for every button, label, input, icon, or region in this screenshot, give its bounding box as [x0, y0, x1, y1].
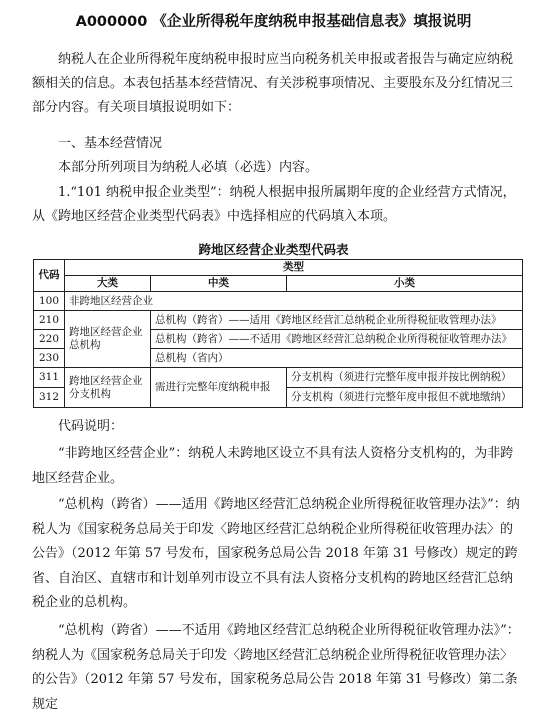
- item1-line1: 1.“101 纳税申报企业类型”：纳税人根据申报所属期年度的企业经营方式情况，: [58, 185, 516, 200]
- code-cell: 220: [34, 330, 65, 349]
- header-code: 代码: [34, 260, 65, 292]
- header-major: 大类: [65, 276, 151, 292]
- enterprise-type-code-table: [33, 259, 523, 408]
- explain-paragraph-3: “总机构（跨省）——不适用《跨地区经营汇总纳税企业所得税征收管理办法》”：纳税人为《国家税务总局关于印发〈跨地区经营汇总纳税企业所得税征收管理办法〉的公告》（2012 年第 57 号发布，国家税务总局公告 2018 年第 31 号修改）第二条规定: [32, 623, 520, 712]
- page-title: A000000 《企业所得税年度纳税申报基础信息表》填报说明: [75, 14, 472, 30]
- middle-cell: 总机构（省内）: [151, 349, 523, 368]
- middle-cell: 总机构（跨省）——不适用《跨地区经营汇总纳税企业所得税征收管理办法》: [151, 330, 523, 349]
- item1-line2: 从《跨地区经营企业类型代码表》中选择相应的代码填入本项。: [32, 209, 397, 224]
- table-title: 跨地区经营企业类型代码表: [198, 242, 349, 257]
- middle-cell: 总机构（跨省）——适用《跨地区经营汇总纳税企业所得税征收管理办法》: [151, 311, 523, 330]
- code-cell: 100: [34, 292, 65, 311]
- section-heading: 一、基本经营情况: [58, 136, 163, 151]
- code-cell: 311: [34, 368, 65, 388]
- major-cell: 跨地区经营企业总机构: [65, 311, 151, 368]
- major-cell: 跨地区经营企业分支机构: [65, 368, 151, 408]
- code-note-label: 代码说明：: [58, 419, 124, 434]
- minor-cell: 分支机构（须进行完整年度申报并按比例纳税）: [287, 368, 523, 388]
- explain-paragraph-1: “非跨地区经营企业”：纳税人未跨地区设立不具有法人资格分支机构的，为非跨地区经营企业。: [32, 446, 514, 486]
- section-note: 本部分所列项目为纳税人必填（必选）内容。: [58, 160, 319, 175]
- code-cell: 312: [34, 388, 65, 408]
- header-minor: 小类: [287, 276, 523, 292]
- code-cell: 210: [34, 311, 65, 330]
- header-middle: 中类: [151, 276, 287, 292]
- explain-paragraph-2: “总机构（跨省）——适用《跨地区经营汇总纳税企业所得税征收管理办法》”：纳税人为《国家税务总局关于印发〈跨地区经营汇总纳税企业所得税征收管理办法〉的公告》（2012 年第 57 号发布，国家税务总局公告 2018 年第 31 号修改）规定的跨省、自治区、直辖市和计划单列市设立不具有法人资格分支机构的跨地区经营汇总纳税企业的总机构。: [32, 497, 520, 610]
- minor-cell: 分支机构（须进行完整年度申报但不就地缴纳）: [287, 388, 523, 408]
- middle-cell: 需进行完整年度纳税申报: [151, 368, 287, 408]
- code-cell: 230: [34, 349, 65, 368]
- intro-paragraph: 纳税人在企业所得税年度纳税申报时应当向税务机关申报或者报告与确定应纳税额相关的信息。本表包括基本经营情况、有关涉税事项情况、主要股东及分红情况三部分内容。有关项目填报说明如下：: [32, 52, 514, 115]
- type-cell: 非跨地区经营企业: [65, 292, 523, 311]
- header-type: 类型: [65, 260, 523, 276]
